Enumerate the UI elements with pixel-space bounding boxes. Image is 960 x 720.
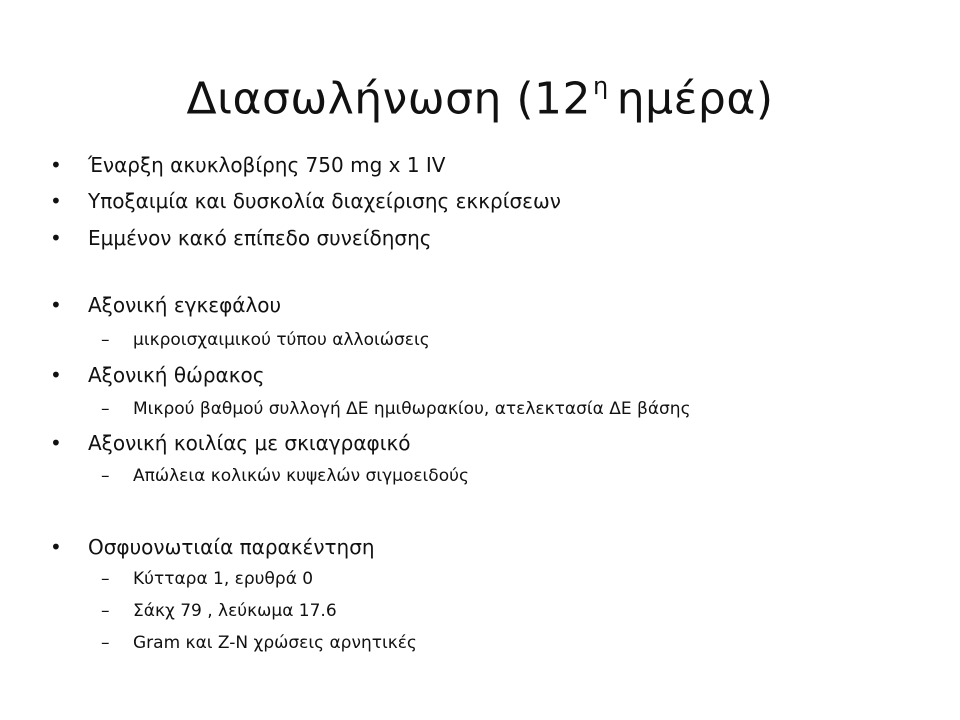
- dash-icon: –: [101, 569, 110, 589]
- bullet-icon: •: [50, 153, 62, 177]
- dash-icon: –: [101, 399, 110, 419]
- bullet-icon: •: [50, 535, 62, 559]
- sub-bullet-item: [101, 396, 691, 422]
- bullet-item: [50, 360, 264, 390]
- bullet-text: Αξονική κοιλίας με σκιαγραφικό: [88, 431, 411, 455]
- slide-title-main: Διασωλήνωση (12: [186, 73, 591, 125]
- bullet-item: [50, 223, 432, 253]
- sub-bullet-text: Gram και Z-N χρώσεις αρνητικές: [133, 633, 417, 653]
- bullet-item: [50, 532, 375, 562]
- bullet-item: [50, 186, 561, 216]
- bullet-item: [50, 428, 411, 458]
- bullet-icon: •: [50, 363, 62, 387]
- sub-bullet-item: [101, 598, 337, 624]
- bullet-text: Αξονική εγκεφάλου: [88, 293, 282, 317]
- bullet-text: Έναρξη ακυκλοβίρης 750 mg x 1 IV: [88, 153, 446, 177]
- dash-icon: –: [101, 330, 110, 350]
- sub-bullet-item: [101, 566, 313, 592]
- dash-icon: –: [101, 633, 110, 653]
- sub-bullet-item: [101, 463, 469, 489]
- sub-bullet-text: Μικρού βαθμού συλλογή ΔΕ ημιθωρακίου, ατελεκτασία ΔΕ βάσης: [133, 399, 691, 419]
- bullet-icon: •: [50, 293, 62, 317]
- bullet-icon: •: [50, 226, 62, 250]
- bullet-text: Οσφυονωτιαία παρακέντηση: [88, 535, 375, 559]
- bullet-text: Υποξαιμία και δυσκολία διαχείρισης εκκρίσεων: [88, 189, 561, 213]
- bullet-icon: •: [50, 189, 62, 213]
- sub-bullet-item: [101, 327, 430, 353]
- sub-bullet-text: Κύτταρα 1, ερυθρά 0: [133, 569, 314, 589]
- slide-title-end: ημέρα): [616, 73, 774, 125]
- dash-icon: –: [101, 466, 110, 486]
- slide-title: [0, 58, 960, 132]
- slide-title-superscript: η: [593, 72, 609, 100]
- sub-bullet-text: Απώλεια κολικών κυψελών σιγμοειδούς: [133, 466, 469, 486]
- bullet-text: Αξονική θώρακος: [88, 363, 265, 387]
- bullet-icon: •: [50, 431, 62, 455]
- dash-icon: –: [101, 601, 110, 621]
- sub-bullet-item: [101, 630, 417, 656]
- bullet-text: Εμμένον κακό επίπεδο συνείδησης: [88, 226, 432, 250]
- bullet-item: [50, 290, 281, 320]
- sub-bullet-text: μικροισχαιμικού τύπου αλλοιώσεις: [133, 330, 430, 350]
- sub-bullet-text: Σάκχ 79 , λεύκωμα 17.6: [133, 601, 337, 621]
- bullet-item: [50, 150, 445, 180]
